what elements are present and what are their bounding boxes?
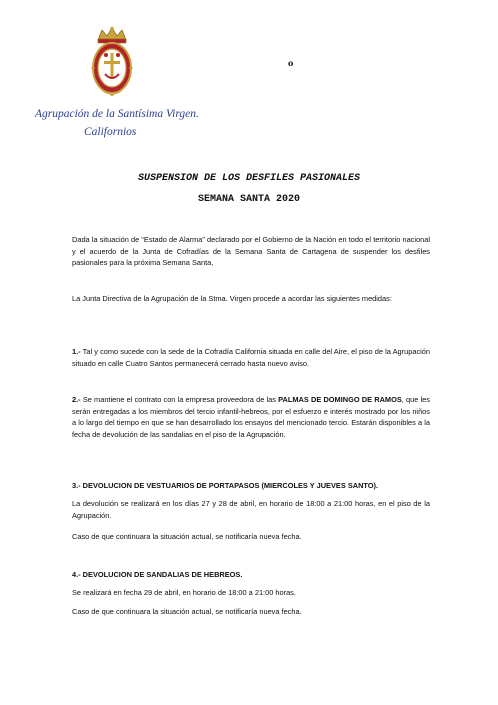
item-4-paragraph: Se realizará en fecha 29 de abril, en horario de 18:00 a 21:00 horas. <box>72 588 296 597</box>
item-4-note: Caso de que continuara la situación actual, se notificaría nueva fecha. <box>72 607 302 616</box>
junta-paragraph: La Junta Directiva de la Agrupación de la Stma. Virgen procede a acordar las siguientes medidas: <box>72 294 392 303</box>
document-subtitle: SEMANA SANTA 2020 <box>197 194 301 205</box>
item-1-number: 1.- <box>72 347 81 356</box>
item-3-note: Caso de que continuara la situación actual, se notificaría nueva fecha. <box>72 532 302 541</box>
item-3-paragraph: La devolución se realizará en los días 27 y 28 de abril, en horario de 18:00 a 21:00 horas, en el piso de la Agrupación. <box>72 499 430 520</box>
corner-mark: o <box>288 58 294 68</box>
item-3-heading: 3.- DEVOLUCION DE VESTUARIOS DE PORTAPASOS (MIERCOLES Y JUEVES SANTO). <box>72 481 379 490</box>
intro-paragraph: Dada la situación de “Estado de Alarma” declarado por el Gobierno de la Nación en todo el territorio nacional y el acuerdo de la Junta de Cofradías de la Semana Santa de Cartagena de suspender los desfiles pasionales para la próxima Semana Santa, <box>72 235 430 268</box>
item-2-paragraph <box>72 394 430 440</box>
item-2-number: 2.- <box>72 395 81 404</box>
item-2-highlight: PALMAS DE DOMINGO DE RAMOS <box>278 395 402 404</box>
org-name: Agrupación de la Santísima Virgen. <box>35 108 199 120</box>
crest-logo-icon <box>88 26 136 98</box>
document-title: SUSPENSION DE LOS DESFILES PASIONALES <box>137 173 361 184</box>
org-subname: Californios <box>84 126 137 138</box>
item-1-paragraph <box>72 346 430 369</box>
item-2-text-end: , que les serán entregadas a los miembros del tercio infantil-hebreos, por el esfuerzo e interés mostrado por los niños a lo largo del tiempo en que se han desarrollado los ensayos del mencionado tercio. Estarán disponibles a la fecha de devolución de las sandalias en el piso de la Agrupación. <box>72 395 430 439</box>
item-2-text-start: Se mantiene el contrato con la empresa proveedora de las <box>80 395 279 404</box>
item-4-heading: 4.- DEVOLUCION DE SANDALIAS DE HEBREOS. <box>72 570 243 579</box>
item-1-text: Tal y como sucede con la sede de la Cofradía California situada en calle del Aire, el piso de la Agrupación situado en calle Cuatro Santos permanecerá cerrado hasta nuevo aviso. <box>72 347 430 368</box>
